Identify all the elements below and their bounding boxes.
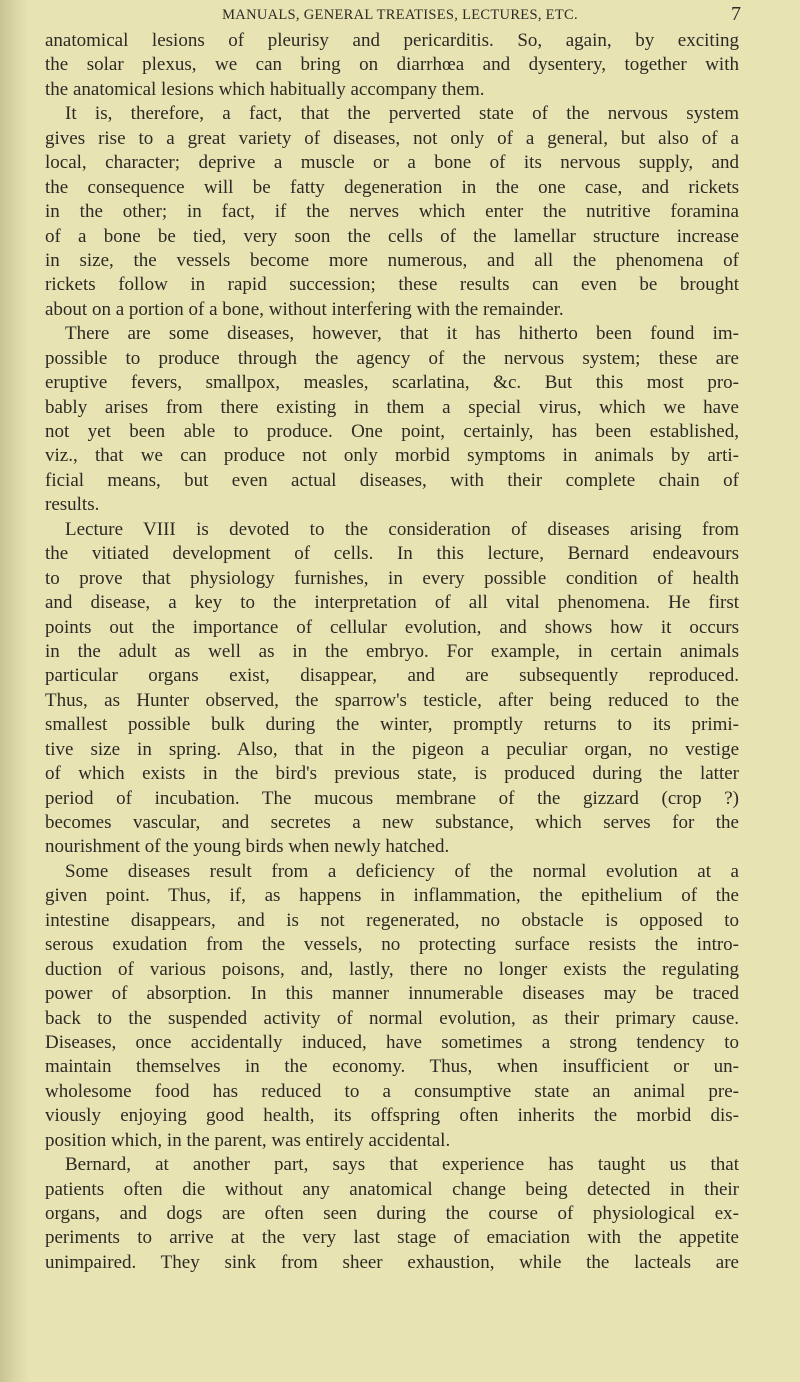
text-line: viously enjoying good health, its offspring often inherits the morbid dis- <box>45 1105 739 1127</box>
paragraph <box>45 102 739 322</box>
page-body <box>45 29 739 1275</box>
text-line: period of incubation. The mucous membrane of the gizzard (crop ?) <box>45 787 739 809</box>
text-line: eruptive fevers, smallpox, measles, scarlatina, &c. But this most pro- <box>45 372 739 394</box>
text-line: of a bone be tied, very soon the cells of the lamellar structure increase <box>45 225 739 247</box>
text-line: in the other; in fact, if the nerves which enter the nutritive foramina <box>45 201 739 223</box>
text-line: rickets follow in rapid succession; these results can even be brought <box>45 274 739 296</box>
text-line: smallest possible bulk during the winter, promptly returns to its primi- <box>45 714 739 736</box>
paragraph <box>45 29 739 102</box>
text-line: ficial means, but even actual diseases, with their complete chain of <box>45 469 739 491</box>
text-line: back to the suspended activity of normal evolution, as their primary cause. <box>45 1007 739 1029</box>
text-line: the solar plexus, we can bring on diarrhœa and dysentery, together with <box>45 54 739 76</box>
text-line: of which exists in the bird's previous state, is produced during the latter <box>45 763 739 785</box>
text-line: results. <box>45 494 100 516</box>
text-line: There are some diseases, however, that it has hitherto been found im- <box>65 323 739 345</box>
text-line: Diseases, once accidentally induced, have sometimes a strong tendency to <box>45 1031 739 1053</box>
running-title: MANUALS, GENERAL TREATISES, LECTURES, ETC. <box>222 7 578 23</box>
text-line: Thus, as Hunter observed, the sparrow's testicle, after being reduced to the <box>45 689 739 711</box>
text-line: power of absorption. In this manner innumerable diseases may be traced <box>45 983 739 1005</box>
paragraph <box>45 1153 739 1275</box>
paragraph <box>45 860 739 1153</box>
text-line: to prove that physiology furnishes, in every possible condition of health <box>45 567 739 589</box>
text-line: position which, in the parent, was entirely accidental. <box>45 1129 451 1151</box>
text-line: in size, the vessels become more numerous, and all the phenomena of <box>45 249 739 271</box>
text-line: periments to arrive at the very last stage of emaciation with the appetite <box>45 1227 739 1249</box>
text-line: maintain themselves in the economy. Thus, when insufficient or un- <box>45 1056 739 1078</box>
text-line: intestine disappears, and is not regenerated, no obstacle is opposed to <box>45 909 739 931</box>
page-number: 7 <box>731 3 741 25</box>
text-line: viz., that we can produce not only morbid symptoms in animals by arti- <box>45 445 739 467</box>
text-line: given point. Thus, if, as happens in inflammation, the epithelium of the <box>45 885 739 907</box>
page-header <box>0 5 800 27</box>
text-line: possible to produce through the agency of the nervous system; these are <box>45 347 739 369</box>
text-line: about on a portion of a bone, without interfering with the remainder. <box>45 298 564 320</box>
text-line: and disease, a key to the interpretation of all vital phenomena. He first <box>45 592 739 614</box>
text-line: duction of various poisons, and, lastly, there no longer exists the regulating <box>45 958 739 980</box>
text-line: particular organs exist, disappear, and are subsequently reproduced. <box>45 665 739 687</box>
text-line: the consequence will be fatty degeneration in the one case, and rickets <box>45 176 739 198</box>
paragraph <box>45 518 739 860</box>
text-line: tive size in spring. Also, that in the pigeon a peculiar organ, no vestige <box>45 738 739 760</box>
text-line: nourishment of the young birds when newly hatched. <box>45 836 450 858</box>
text-line: local, character; deprive a muscle or a bone of its nervous supply, and <box>45 152 739 174</box>
text-line: the vitiated development of cells. In this lecture, Bernard endeavours <box>45 543 739 565</box>
text-line: unimpaired. They sink from sheer exhaustion, while the lacteals are <box>45 1251 739 1273</box>
paragraph <box>45 322 739 518</box>
page-gutter-shadow <box>0 0 30 1382</box>
text-line: points out the importance of cellular evolution, and shows how it occurs <box>45 616 739 638</box>
text-line: in the adult as well as in the embryo. For example, in certain animals <box>45 640 739 662</box>
text-line: serous exudation from the vessels, no protecting surface resists the intro- <box>45 934 739 956</box>
text-line: bably arises from there existing in them a special virus, which we have <box>45 396 739 418</box>
text-line: Lecture VIII is devoted to the consideration of diseases arising from <box>65 518 739 540</box>
text-line: anatomical lesions of pleurisy and pericarditis. So, again, by exciting <box>45 30 739 51</box>
text-line: organs, and dogs are often seen during the course of physiological ex- <box>45 1203 739 1224</box>
text-line: It is, therefore, a fact, that the perverted state of the nervous system <box>65 103 739 125</box>
text-line: wholesome food has reduced to a consumptive state an animal pre- <box>45 1080 739 1102</box>
text-line: patients often die without any anatomical change being detected in their <box>45 1178 739 1200</box>
text-line: becomes vascular, and secretes a new substance, which serves for the <box>45 812 739 833</box>
text-line: gives rise to a great variety of diseases, not only of a general, but also of a <box>45 127 739 149</box>
text-line: Some diseases result from a deficiency of the normal evolution at a <box>65 860 739 882</box>
text-line: Bernard, at another part, says that experience has taught us that <box>65 1154 739 1176</box>
text-line: the anatomical lesions which habitually accompany them. <box>45 78 485 100</box>
text-line: not yet been able to produce. One point, certainly, has been established, <box>45 421 739 442</box>
